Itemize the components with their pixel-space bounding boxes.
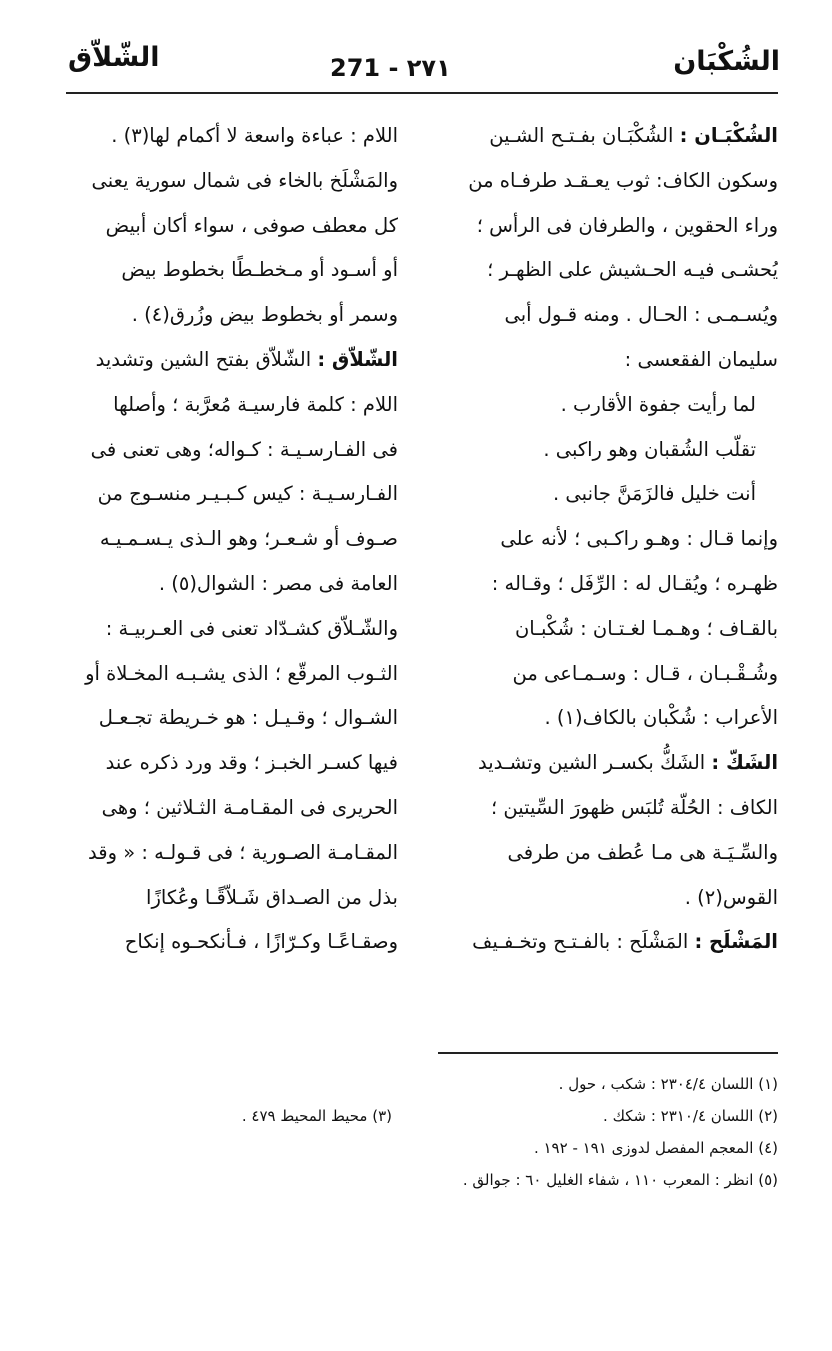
- text-line: [60, 472, 398, 517]
- text-line: [60, 831, 398, 876]
- line-text: فيها كسـر الخبـز ؛ وقد ورد ذكره عند: [105, 751, 398, 775]
- text-line: [60, 248, 398, 293]
- line-text: الشَكُّ بكسـر الشين وتشـديد: [478, 751, 712, 775]
- line-text: بالقـاف ؛ وهـمـا لغـتـان : شُكْبـان: [514, 616, 778, 640]
- line-text: المَشْلَح : بالفـتـح وتخـفـيف: [472, 930, 695, 954]
- text-line: [436, 517, 778, 562]
- footnote: (١) اللسان ٢٣٠٤/٤ : شكب ، حول .: [558, 1075, 778, 1093]
- text-line: [60, 562, 398, 607]
- text-line: [436, 786, 778, 831]
- text-line: [436, 920, 778, 965]
- text-line: [60, 383, 398, 428]
- text-line: [436, 383, 778, 428]
- footnote: (٣) محيط المحيط ٤٧٩ .: [241, 1107, 392, 1125]
- text-line: [436, 159, 778, 204]
- text-line: [60, 204, 398, 249]
- line-text: وصقـاعًـا وكـرّازًا ، فـأنكحـوه إنكاح: [124, 930, 398, 954]
- line-text: وإنما قـال : وهـو راكـبى ؛ لأنه على: [500, 527, 778, 551]
- line-text: ويُسـمـى : الحـال . ومنه قـول أبى: [504, 303, 778, 327]
- text-line: [60, 293, 398, 338]
- header-entry-word-left: الشّلاّق: [68, 42, 160, 73]
- line-text: والسِّـيَـة هى مـا عُطف من طرفى: [507, 840, 778, 864]
- line-text: الحريرى فى المقـامـة الثـلاثين ؛ وهى: [101, 795, 398, 819]
- text-line: [436, 338, 778, 383]
- text-line: [436, 248, 778, 293]
- line-text: وسمر أو بخطوط بيض وزُرق(٤) .: [131, 303, 398, 327]
- line-text: الكاف : الحُلّة تُلبَس ظهورَ السِّيتين ؛: [491, 795, 778, 819]
- text-line: [60, 428, 398, 473]
- line-text: كل معطف صوفى ، سواء أكان أبيض: [105, 213, 398, 237]
- footnote-rule: [438, 1052, 778, 1054]
- footnote: (٥) انظر : المعرب ١١٠ ، شفاء الغليل ٦٠ : جوالق .: [462, 1171, 778, 1189]
- line-text: اللام : كلمة فارسيـة مُعرَّبة ؛ وأصلها: [113, 392, 398, 416]
- line-text: يُحشـى فيـه الحـشيش على الظهـر ؛: [487, 258, 778, 282]
- line-text: الشّلاّق بفتح الشين وتشديد: [95, 347, 318, 371]
- line-text: سليمان الفقعسى :: [624, 347, 778, 371]
- line-text: صـوف أو شـعـر؛ وهو الـذى يـسـمـيـه: [99, 527, 398, 551]
- line-text: والشّـلاّق كشـدّاد تعنى فى العـربيـة :: [105, 616, 398, 640]
- line-text: القوس(٢) .: [684, 885, 778, 909]
- line-text: الأعراب : شُكْبان بالكاف(١) .: [544, 706, 778, 730]
- header-entry-word-right: الشُكْبَان: [673, 46, 780, 77]
- text-line: [436, 562, 778, 607]
- text-column-right: [436, 114, 778, 965]
- line-text: اللام : عباءة واسعة لا أكمام لها(٣) .: [111, 124, 398, 147]
- entry-term: الشُكْبَـان :: [679, 124, 778, 147]
- text-line: [60, 114, 398, 159]
- page-number-latin: 271 -: [330, 54, 399, 82]
- text-line: [436, 607, 778, 652]
- text-line: [436, 831, 778, 876]
- footnote: (٢) اللسان ٢٣١٠/٤ : شكك .: [603, 1107, 778, 1125]
- text-line: [60, 920, 398, 965]
- page-number-arabic: ٢٧١: [406, 54, 451, 82]
- text-line: [60, 876, 398, 921]
- line-text: الشـوال ؛ وقـيـل : هو خـريطة تجـعـل: [98, 706, 398, 730]
- page-number: [330, 54, 451, 82]
- text-line: [436, 741, 778, 786]
- text-line: [60, 159, 398, 204]
- text-line: [436, 876, 778, 921]
- text-line: [60, 517, 398, 562]
- page-header: [0, 38, 832, 98]
- entry-term: الشّلاّق :: [317, 347, 398, 371]
- line-text: أو أسـود أو مـخطـطًا بخطوط بيض: [121, 258, 398, 282]
- footnote: (٤) المعجم المفصل لدوزى ١٩١ - ١٩٢ .: [533, 1139, 778, 1157]
- line-text: وراء الحقوين ، والطرفان فى الرأس ؛: [476, 213, 778, 237]
- footnotes-right: [418, 1068, 778, 1196]
- text-line: [436, 472, 778, 517]
- line-text: العامة فى مصر : الشوال(٥) .: [158, 571, 398, 595]
- line-text: الشُكْبَـان بفـتـح الشـين: [489, 124, 680, 147]
- text-line: [60, 338, 398, 383]
- entry-term: المَشْلَح :: [694, 930, 778, 954]
- line-text: وشُـقْـبـان ، قـال : وسـمـاعى من: [512, 661, 778, 685]
- text-line: [60, 741, 398, 786]
- line-text: والمَشْلَخ بالخاء فى شمال سورية يعنى: [91, 168, 398, 192]
- line-text: الثـوب المرقّع ؛ الذى يشـبـه المخـلاة أو: [85, 661, 398, 685]
- line-text: وسكون الكاف: ثوب يعـقـد طرفـاه من: [468, 168, 778, 192]
- text-line: [60, 786, 398, 831]
- text-line: [60, 607, 398, 652]
- line-text: أنت خليل فالزَمَنَّ جانبى .: [553, 482, 756, 506]
- text-line: [60, 696, 398, 741]
- line-text: الفـارسـيـة : كيس كـبـيـر منسـوج من: [97, 482, 398, 506]
- text-line: [60, 652, 398, 697]
- line-text: ظهـره ؛ ويُقـال له : الرِّفَل ؛ وقـاله :: [491, 571, 778, 595]
- line-text: فى الفـارسـيـة : كـواله؛ وهى تعنى فى: [90, 437, 398, 461]
- text-line: [436, 652, 778, 697]
- line-text: تقلّب الشُقبان وهو راكبى .: [543, 437, 756, 461]
- text-line: [436, 204, 778, 249]
- text-line: [436, 428, 778, 473]
- text-line: [436, 114, 778, 159]
- text-line: [436, 696, 778, 741]
- line-text: بذل من الصـداق شَـلاّقًـا وعُكازًا: [146, 885, 398, 909]
- footnotes-left: [62, 1100, 392, 1132]
- text-line: [436, 293, 778, 338]
- entry-term: الشَكّ :: [711, 751, 778, 775]
- header-rule: [66, 92, 778, 94]
- line-text: المقـامـة الصـورية ؛ فى قـولـه : « وقد: [88, 840, 398, 864]
- line-text: لما رأيت جفوة الأقارب .: [560, 392, 756, 416]
- text-column-left: [60, 114, 398, 965]
